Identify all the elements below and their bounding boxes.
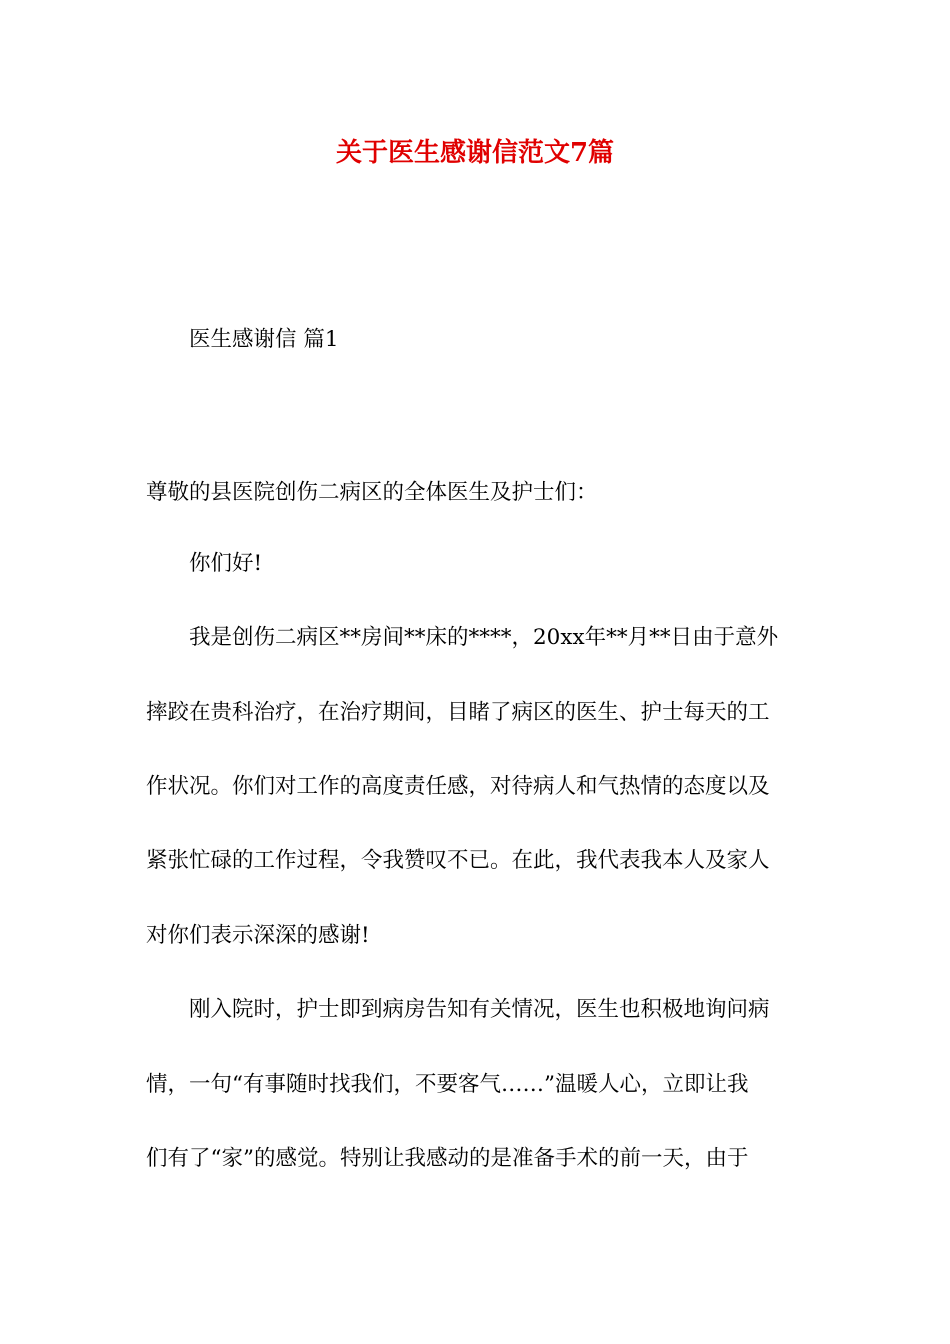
paragraph-line: 摔跤在贵科治疗，在治疗期间，目睹了病区的医生、护士每天的工 <box>146 700 770 725</box>
paragraph-line: 刚入院时，护士即到病房告知有关情况，医生也积极地询问病 <box>189 997 770 1022</box>
salutation: 尊敬的县医院创伤二病区的全体医生及护士们： <box>146 480 598 505</box>
paragraph-line: 情，一句“有事随时找我们，不要客气……”温暖人心，立即让我 <box>146 1072 749 1097</box>
paragraph-line: 作状况。你们对工作的高度责任感，对待病人和气热情的态度以及 <box>146 774 770 799</box>
greeting: 你们好! <box>189 551 263 576</box>
paragraph-line: 我是创伤二病区**房间**床的****，20xx年**月**日由于意外 <box>189 625 779 650</box>
document-title: 关于医生感谢信范文7篇 <box>335 138 615 168</box>
paragraph-line: 们有了“家”的感觉。特别让我感动的是准备手术的前一天，由于 <box>146 1146 749 1171</box>
paragraph-line: 紧张忙碌的工作过程，令我赞叹不已。在此，我代表我本人及家人 <box>146 848 770 873</box>
section-heading: 医生感谢信 篇1 <box>189 327 339 352</box>
paragraph-line: 对你们表示深深的感谢! <box>146 923 370 948</box>
